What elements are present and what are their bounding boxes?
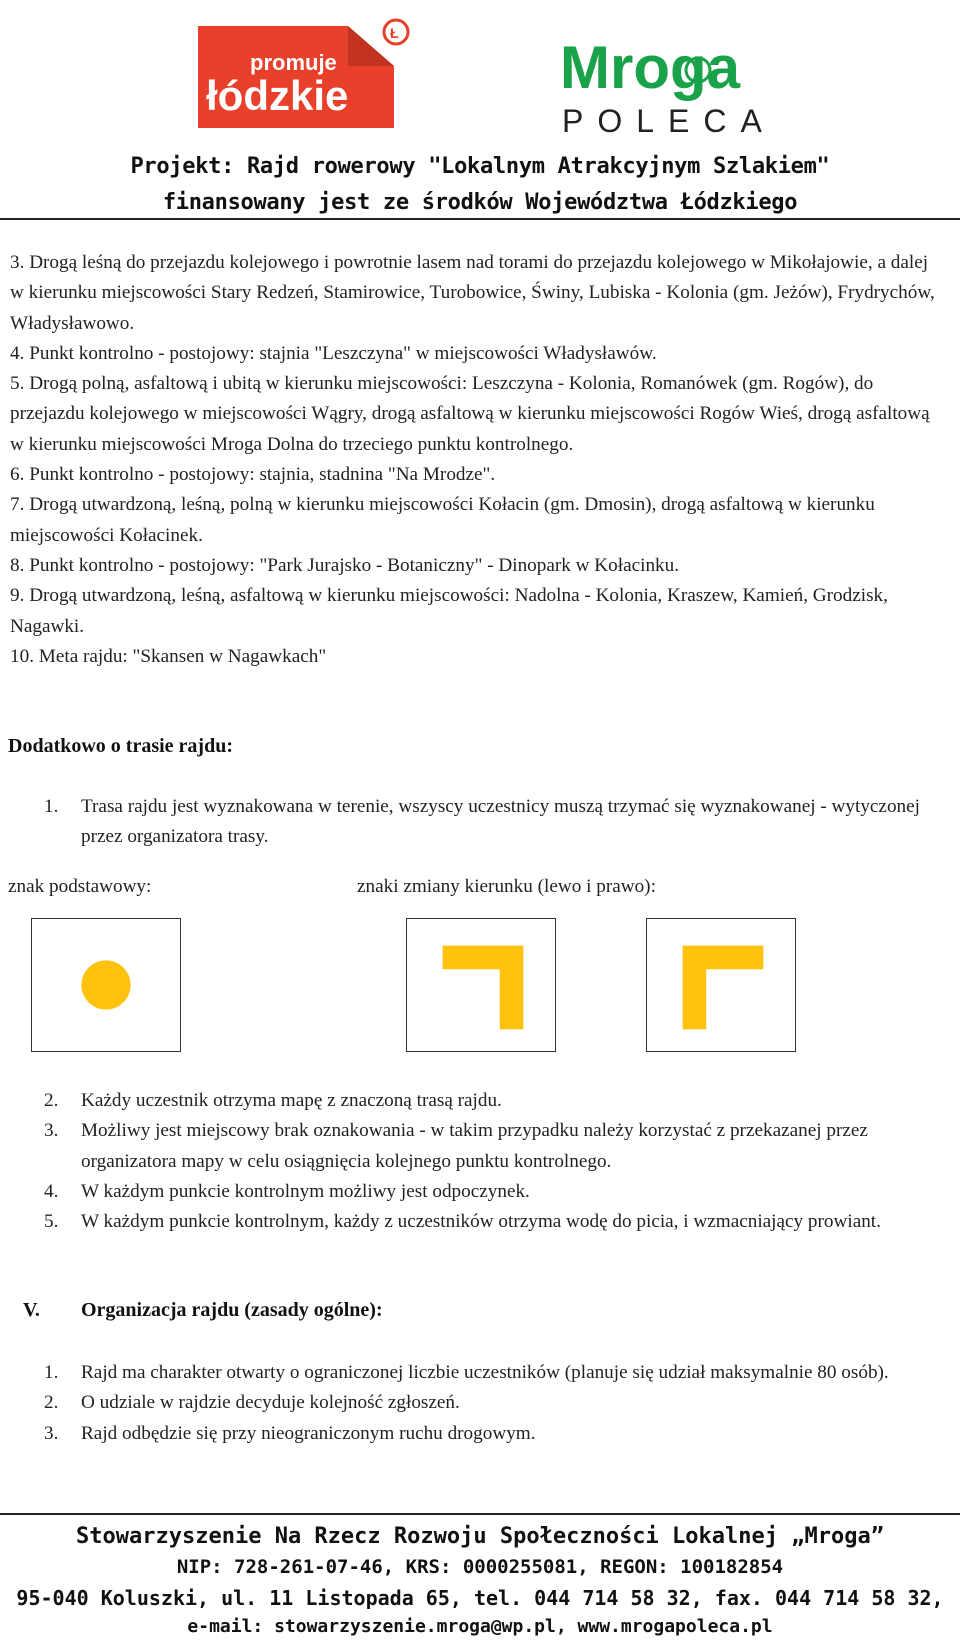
promuje-lodzkie-logo bbox=[198, 18, 414, 128]
list-item bbox=[44, 1388, 944, 1418]
footer-registration: NIP: 728-261-07-46, KRS: 0000255081, REGON: 100182854 bbox=[176, 1556, 784, 1578]
mroga-poleca-logo bbox=[560, 28, 790, 140]
item-number: 1. bbox=[44, 796, 59, 817]
item-number: 4. bbox=[44, 1180, 59, 1202]
footer-contact: e-mail: stowarzyszenie.mroga@wp.pl, www.mrogapoleca.pl bbox=[187, 1616, 773, 1637]
list-item bbox=[44, 1177, 944, 1207]
section-title: Organizacja rajdu (zasady ogólne): bbox=[81, 1299, 383, 1321]
extra-heading: Dodatkowo o trasie rajdu: bbox=[8, 735, 233, 757]
letterhead bbox=[0, 0, 960, 220]
section-number: V. bbox=[23, 1299, 40, 1321]
basic-marker-sign bbox=[31, 918, 181, 1052]
item-text: Każdy uczestnik otrzyma mapę z znaczoną trasą rajdu. bbox=[81, 1090, 502, 1111]
item-number: 3. bbox=[44, 1422, 59, 1444]
svg-text:POLECA: POLECA bbox=[562, 103, 776, 139]
project-title: Projekt: Rajd rowerowy "Lokalnym Atrakcyjnym Szlakiem" bbox=[130, 154, 830, 179]
route-item: 5. Drogą polną, asfaltową i ubitą w kierunku miejscowości: Leszczyna - Kolonia, Romanówek (gm. Rogów), do przejazdu kolejowego w miejscowości Wągry, drogą asfaltową w kierunku miejscowości Rogów Wieś, drogą asfaltową w kierunku miejscowości Mroga Dolna do trzeciego punktu kontrolnego. bbox=[10, 373, 930, 455]
item-number: 3. bbox=[44, 1120, 59, 1142]
list-item bbox=[44, 1419, 944, 1449]
route-item: 7. Drogą utwardzoną, leśną, polną w kierunku miejscowości Kołacin (gm. Dmosin), drogą asfaltową w kierunku miejscowości Kołacinek. bbox=[10, 494, 875, 546]
route-item: 6. Punkt kontrolno - postojowy: stajnia, stadnina "Na Mrodze". bbox=[10, 464, 496, 486]
item-text: Rajd odbędzie się przy nieograniczonym ruchu drogowym. bbox=[81, 1422, 536, 1444]
list-item bbox=[44, 1116, 944, 1177]
turn-marker-sign-right bbox=[406, 918, 556, 1052]
list-item bbox=[44, 792, 924, 853]
svg-text:Ł: Ł bbox=[390, 25, 399, 41]
item-number: 5. bbox=[44, 1211, 59, 1233]
svg-text:łódzkie: łódzkie bbox=[206, 72, 349, 119]
footer-organization: Stowarzyszenie Na Rzecz Rozwoju Społeczności Lokalnej „Mroga” bbox=[76, 1524, 884, 1549]
item-text: O udziale w rajdzie decyduje kolejność zgłoszeń. bbox=[81, 1392, 460, 1414]
header-divider bbox=[0, 218, 960, 220]
turn-marker-sign-left bbox=[646, 918, 796, 1052]
route-item: 4. Punkt kontrolno - postojowy: stajnia "Leszczyna" w miejscowości Władysławów. bbox=[10, 342, 657, 364]
direction-sign-label: znaki zmiany kierunku (lewo i prawo): bbox=[357, 876, 656, 897]
svg-text:Mroga: Mroga bbox=[560, 34, 740, 101]
item-text: W każdym punkcie kontrolnym, każdy z uczestników otrzyma wodę do picia, i wzmacniający prowiant. bbox=[81, 1211, 881, 1233]
extra-list-continued bbox=[44, 1086, 944, 1237]
item-text: Możliwy jest miejscowy brak oznakowania - w takim przypadku należy korzystać z przekazanej przez organizatora mapy w celu osiągnięcia kolejnego punktu kontrolnego. bbox=[81, 1120, 868, 1172]
extra-list bbox=[44, 792, 924, 853]
footer-divider bbox=[0, 1513, 960, 1515]
item-text: W każdym punkcie kontrolnym możliwy jest odpoczynek. bbox=[81, 1180, 530, 1202]
item-number: 2. bbox=[44, 1392, 59, 1414]
item-number: 2. bbox=[44, 1090, 59, 1111]
project-funding: finansowany jest ze środków Województwa Łódzkiego bbox=[162, 190, 798, 215]
list-item bbox=[44, 1086, 944, 1116]
svg-text:promuje: promuje bbox=[250, 50, 337, 75]
route-item: 10. Meta rajdu: "Skansen w Nagawkach" bbox=[10, 645, 327, 667]
item-number: 1. bbox=[44, 1362, 59, 1383]
route-item: 3. Drogą leśną do przejazdu kolejowego i powrotnie lasem nad torami do przejazdu kolejowego w Mikołajowie, a dalej w kierunku miejscowości Stary Redzeń, Stamirowice, Turobowice, Świny, Lubiska - Kolonia (gm. Jeżów), Frydrychów, Władysławowo. bbox=[10, 252, 935, 334]
item-text: Trasa rajdu jest wyznakowana w terenie, wszyscy uczestnicy muszą trzymać się wyznakowanej - wytyczonej przez organizatora trasy. bbox=[81, 796, 920, 848]
footer-address: 95-040 Koluszki, ul. 11 Listopada 65, tel. 044 714 58 32, fax. 044 714 58 32, bbox=[16, 1586, 944, 1610]
basic-sign-label: znak podstawowy: bbox=[8, 876, 152, 897]
item-text: Rajd ma charakter otwarty o ograniczonej liczbie uczestników (planuje się udział maksymalnie 80 osób). bbox=[81, 1362, 889, 1383]
list-item bbox=[44, 1207, 944, 1237]
organization-rules-list bbox=[44, 1358, 944, 1449]
route-description bbox=[10, 248, 940, 672]
list-item bbox=[44, 1358, 944, 1388]
route-item: 8. Punkt kontrolno - postojowy: "Park Jurajsko - Botaniczny" - Dinopark w Kołacinku. bbox=[10, 554, 680, 576]
route-item: 9. Drogą utwardzoną, leśną, asfaltową w kierunku miejscowości: Nadolna - Kolonia, Kraszew, Kamień, Grodzisk, Nagawki. bbox=[10, 585, 888, 637]
